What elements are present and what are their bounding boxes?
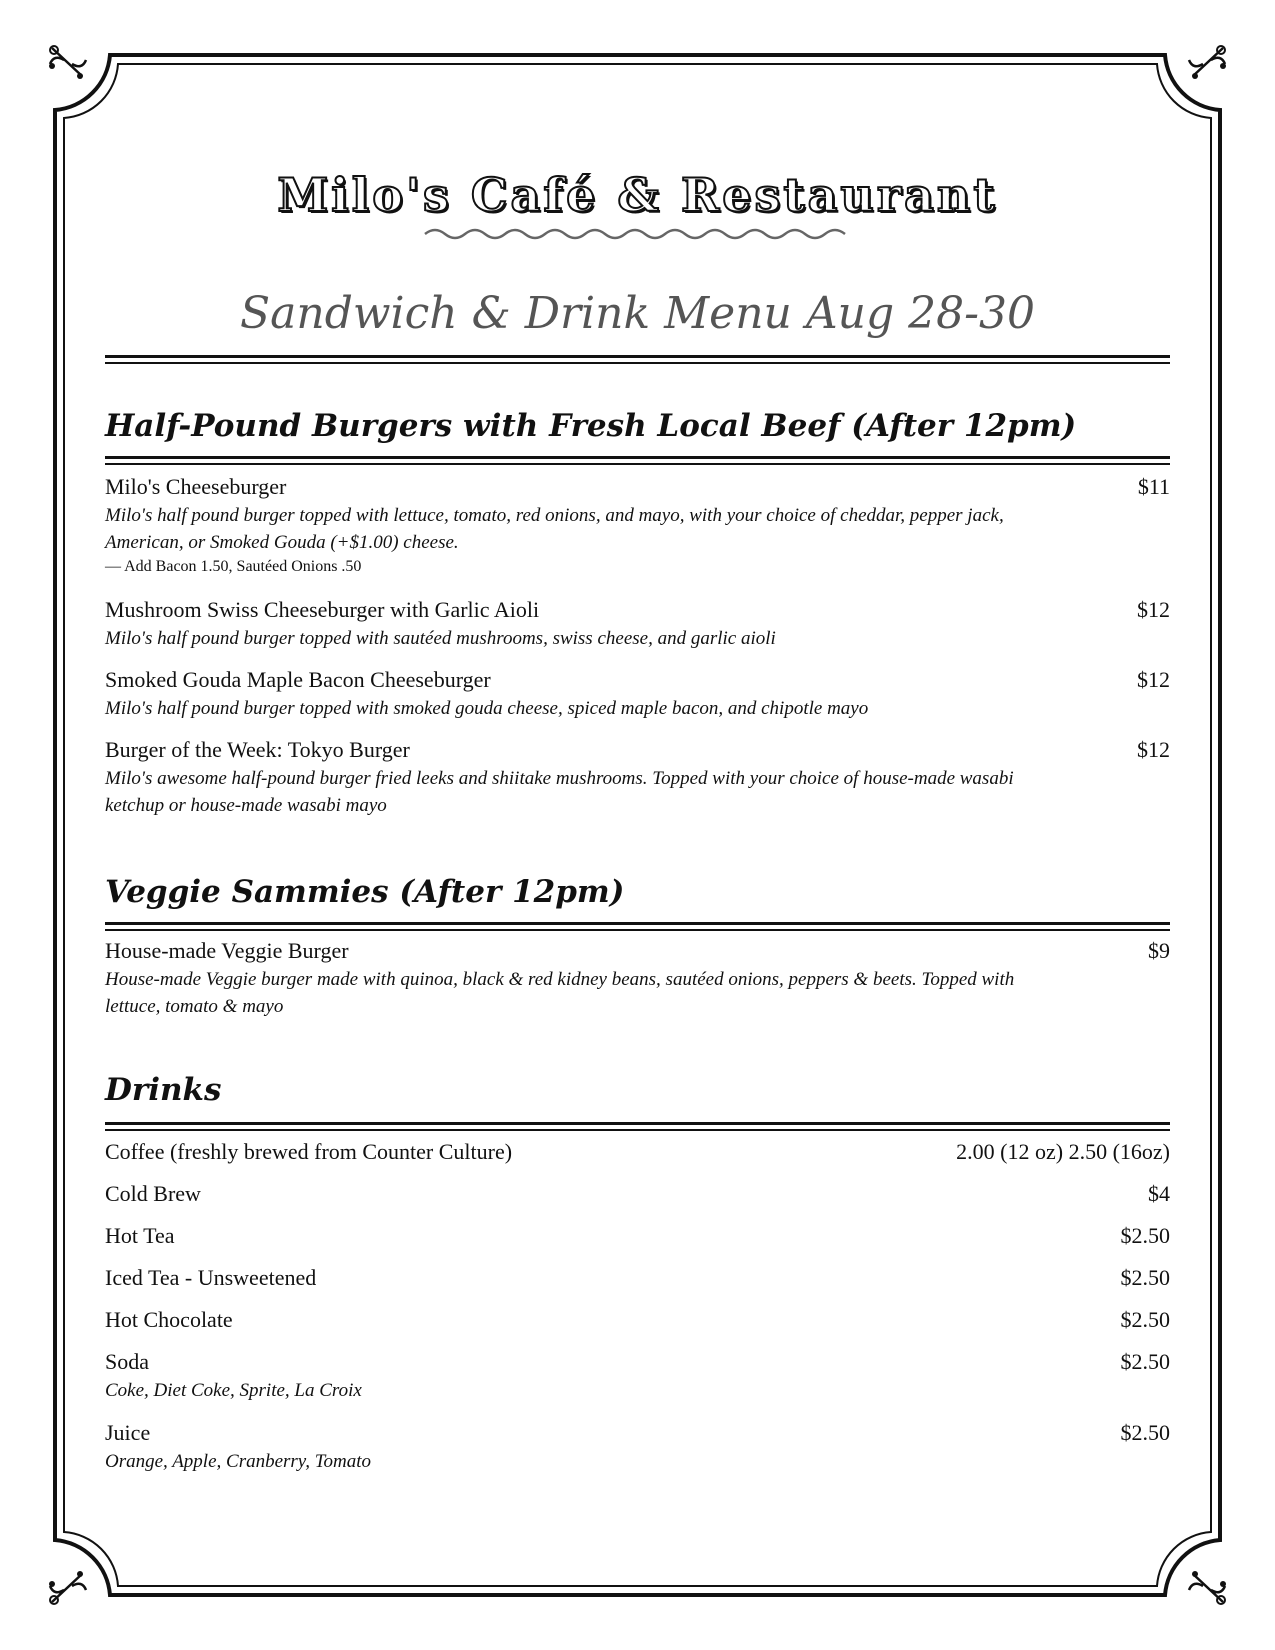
menu-item (105, 938, 1170, 1020)
drink-item (105, 1265, 1170, 1291)
item-name: Mushroom Swiss Cheeseburger with Garlic Aioli (105, 597, 540, 622)
divider (105, 355, 1170, 358)
drink-item (105, 1181, 1170, 1207)
divider (105, 362, 1170, 364)
item-description: Orange, Apple, Cranberry, Tomato (105, 1451, 372, 1472)
drink-item (105, 1307, 1170, 1333)
item-name: Coffee (freshly brewed from Counter Culture) (105, 1139, 513, 1164)
menu-item (105, 737, 1170, 819)
menu-item (105, 597, 1170, 652)
floral-ornament-icon (49, 1571, 86, 1604)
floral-ornament-icon (49, 46, 86, 79)
section-title-burgers: Half-Pound Burgers with Fresh Local Beef (After 12pm) (105, 408, 1077, 444)
item-name: Smoked Gouda Maple Bacon Cheeseburger (105, 667, 491, 692)
item-addons: — Add Bacon 1.50, Sautéed Onions .50 (105, 558, 362, 575)
section-title-veggie: Veggie Sammies (After 12pm) (105, 874, 625, 910)
item-description: Milo's half pound burger topped with sautéed mushrooms, swiss cheese, and garlic aioli (105, 628, 776, 649)
floral-ornament-icon (1189, 1571, 1226, 1604)
floral-ornament-icon (1189, 46, 1226, 79)
item-description: Coke, Diet Coke, Sprite, La Croix (105, 1380, 362, 1401)
wave-divider (423, 226, 853, 242)
divider (105, 1122, 1170, 1125)
item-price: $4 (1148, 1181, 1170, 1206)
item-description: Milo's half pound burger topped with lettuce, tomato, red onions, and mayo, with your choice of cheddar, pepper jack, American, or Smoked Gouda (+$1.00) cheese. (105, 505, 1004, 553)
drink-item (105, 1349, 1170, 1404)
item-price: $2.50 (1120, 1307, 1170, 1332)
item-name: Juice (105, 1420, 151, 1445)
item-price: $9 (1148, 938, 1170, 963)
menu-item (105, 474, 1170, 576)
item-name: Hot Tea (105, 1223, 175, 1248)
item-name: Soda (105, 1349, 149, 1374)
item-name: Milo's Cheeseburger (105, 474, 287, 499)
menu-item (105, 667, 1170, 722)
menu-subtitle: Sandwich & Drink Menu Aug 28-30 (240, 288, 1035, 339)
item-price: $12 (1137, 737, 1170, 762)
item-price: $2.50 (1120, 1223, 1170, 1248)
item-name: Cold Brew (105, 1181, 201, 1206)
item-description: House-made Veggie burger made with quinoa, black & red kidney beans, sautéed onions, peppers & beets. Topped with lettuce, tomato & mayo (105, 969, 1015, 1017)
section-title-drinks: Drinks (105, 1072, 222, 1108)
item-name: House-made Veggie Burger (105, 938, 349, 963)
divider (105, 463, 1170, 465)
item-price: $12 (1137, 667, 1170, 692)
restaurant-name: Milo's Café & Restaurant (277, 168, 998, 222)
item-description: Milo's half pound burger topped with smoked gouda cheese, spiced maple bacon, and chipotle mayo (105, 698, 869, 719)
item-price: $2.50 (1120, 1420, 1170, 1445)
divider (105, 456, 1170, 459)
drink-item (105, 1420, 1170, 1475)
item-description: Milo's awesome half-pound burger fried leeks and shiitake mushrooms. Topped with your choice of house-made wasabi ketchup or house-made wasabi mayo (105, 768, 1014, 816)
drink-item (105, 1139, 1170, 1165)
item-price: $2.50 (1120, 1265, 1170, 1290)
drink-item (105, 1223, 1170, 1249)
item-name: Hot Chocolate (105, 1307, 233, 1332)
item-price: $2.50 (1120, 1349, 1170, 1374)
divider (105, 1129, 1170, 1131)
item-price: 2.00 (12 oz) 2.50 (16oz) (956, 1139, 1170, 1164)
item-name: Iced Tea - Unsweetened (105, 1265, 317, 1290)
divider (105, 929, 1170, 931)
item-price: $11 (1137, 474, 1170, 499)
divider (105, 922, 1170, 925)
item-name: Burger of the Week: Tokyo Burger (105, 737, 410, 762)
item-price: $12 (1137, 597, 1170, 622)
